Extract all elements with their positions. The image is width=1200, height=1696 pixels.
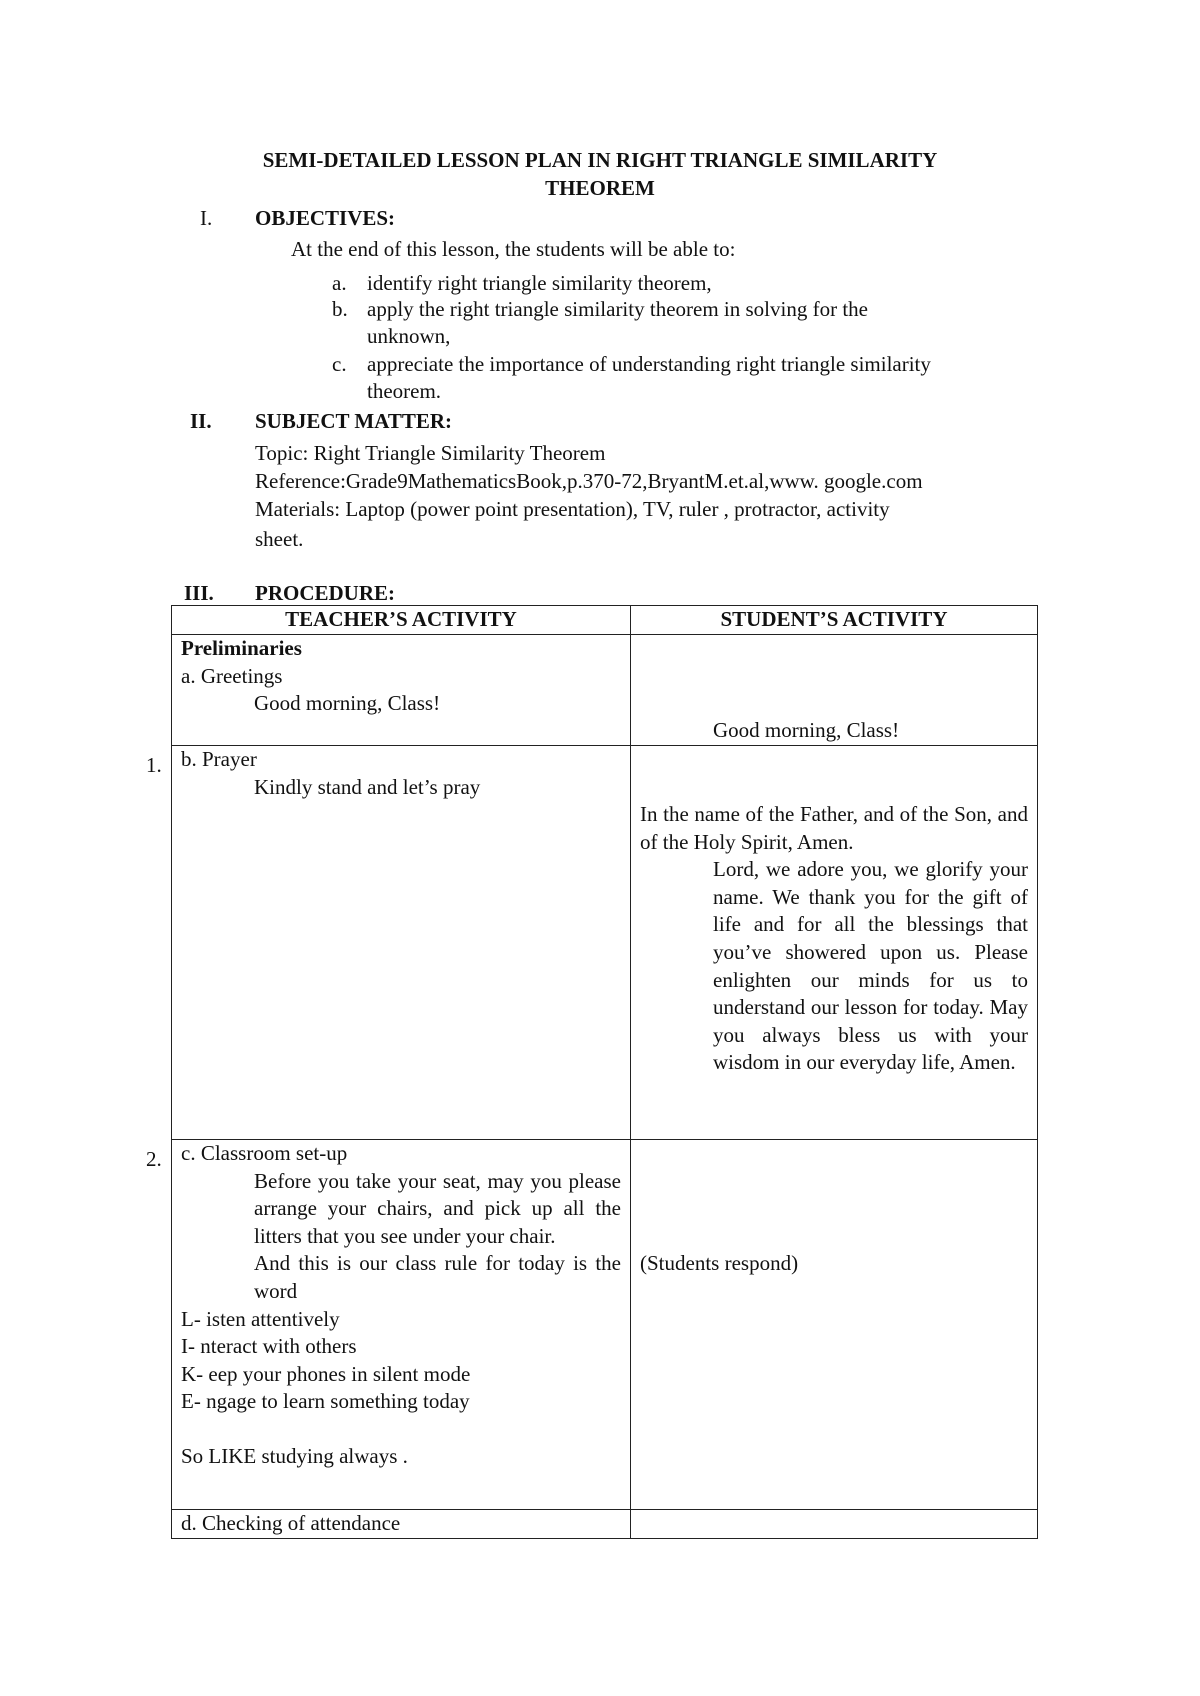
student-cell (631, 635, 1038, 746)
objectives-numeral: I. (200, 206, 213, 230)
setup-teacher-para-1: Before you take your seat, may you please arrange your chairs, and pick up all the litters that you see under your chair. (254, 1168, 621, 1248)
greetings-label: a. Greetings (181, 663, 283, 688)
attendance-label: d. Checking of attendance (181, 1511, 401, 1535)
row-number: 1. (146, 753, 162, 777)
objective-item: identify right triangle similarity theorem, (367, 271, 712, 295)
table-row (172, 1140, 1038, 1510)
student-cell (631, 1510, 1038, 1539)
teacher-cell (172, 635, 631, 746)
objectives-intro: At the end of this lesson, the students will be able to: (291, 237, 736, 261)
table-row (172, 746, 1038, 1140)
teacher-cell (172, 1140, 631, 1510)
setup-closing: So LIKE studying always . (181, 1443, 408, 1468)
teacher-cell (172, 1510, 631, 1539)
subject-numeral: II. (190, 409, 212, 433)
class-rule-item: E- ngage to learn something today (181, 1389, 470, 1414)
teacher-column-header: TEACHER’S ACTIVITY (172, 606, 631, 635)
class-rule-item: K- eep your phones in silent mode (181, 1361, 471, 1386)
row-number: 2. (146, 1147, 162, 1171)
greetings-teacher-text: Good morning, Class! (254, 691, 441, 716)
setup-label: c. Classroom set-up (181, 1141, 348, 1165)
objective-item: appreciate the importance of understanding right triangle similarity (367, 352, 931, 376)
subject-materials: Materials: Laptop (power point presentation), TV, ruler , protractor, activity (255, 497, 890, 521)
subject-topic: Topic: Right Triangle Similarity Theorem (255, 441, 606, 465)
title-line-2: THEOREM (545, 176, 655, 200)
objective-letter: a. (332, 271, 347, 295)
title-line-1: SEMI-DETAILED LESSON PLAN IN RIGHT TRIANGLE SIMILARITY (262, 148, 938, 172)
objective-item-cont: theorem. (367, 379, 442, 403)
procedure-heading: PROCEDURE: (255, 581, 395, 605)
table-header-row (172, 606, 1038, 635)
objective-letter: c. (332, 352, 347, 376)
procedure-table (171, 605, 1038, 1539)
objective-item: apply the right triangle similarity theorem in solving for the (367, 297, 868, 321)
setup-teacher-para-2: And this is our class rule for today is the word (254, 1251, 621, 1303)
student-column-header: STUDENT’S ACTIVITY (631, 606, 1038, 635)
objective-item-cont: unknown, (367, 324, 451, 348)
procedure-numeral: III. (184, 581, 214, 605)
prayer-student-intro: In the name of the Father, and of the Son, and of the Holy Spirit, Amen. (640, 802, 1028, 854)
greetings-student-text: Good morning, Class! (713, 718, 900, 742)
student-cell (631, 746, 1038, 1140)
teacher-cell (172, 746, 631, 1140)
subject-reference: Reference:Grade9MathematicsBook,p.370-72,BryantM.et.al,www. google.com (255, 469, 923, 493)
class-rule-item: L- isten attentively (181, 1306, 340, 1331)
table-row (172, 635, 1038, 746)
objective-letter: b. (332, 297, 348, 321)
prayer-label: b. Prayer (181, 747, 257, 771)
prayer-student-text: Lord, we adore you, we glorify your name. We thank you for the gift of life and for all the blessings that you’ve showered upon us. Please enlighten our minds for us to understand our lesson for today. May you always bless us with your wisdom in our everyday life, Amen. (713, 857, 1028, 1075)
class-rule-item: I- nteract with others (181, 1334, 357, 1359)
student-cell (631, 1140, 1038, 1510)
objectives-heading: OBJECTIVES: (255, 206, 396, 230)
subject-heading: SUBJECT MATTER: (255, 409, 453, 433)
preliminaries-heading: Preliminaries (181, 636, 302, 660)
table-row (172, 1510, 1038, 1539)
setup-student-text: (Students respond) (640, 1251, 799, 1275)
page-title (170, 146, 1030, 202)
prayer-teacher-text: Kindly stand and let’s pray (254, 774, 481, 799)
subject-materials-cont: sheet. (255, 527, 304, 551)
